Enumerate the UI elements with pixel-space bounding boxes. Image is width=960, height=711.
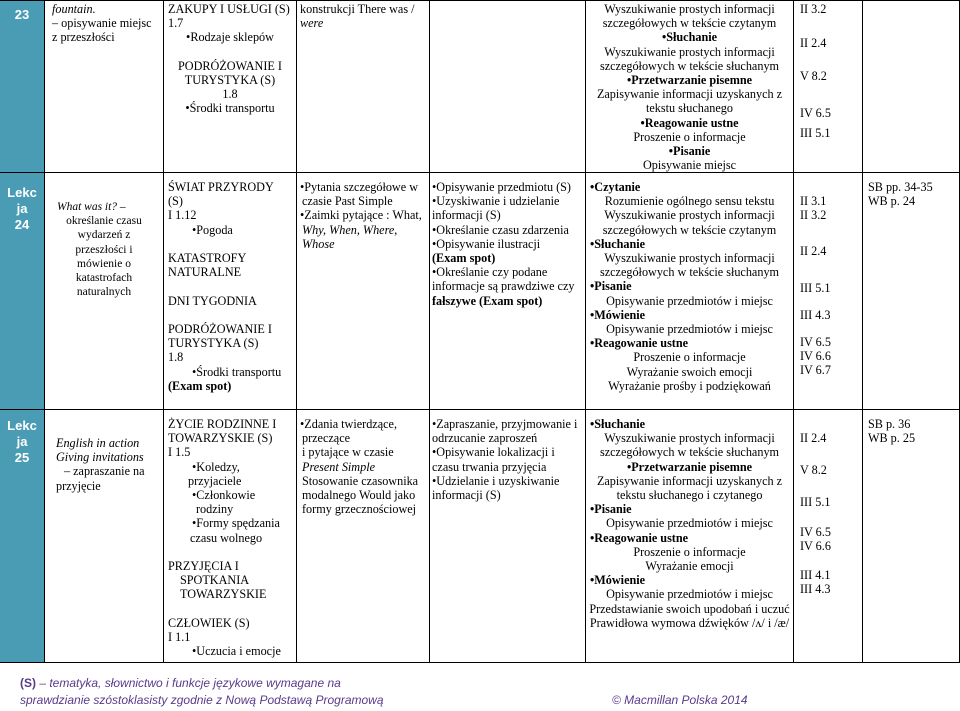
skill-line: Opisywanie przedmiotów i miejsc: [606, 293, 773, 308]
copyright-text: © Macmillan Polska 2014: [612, 693, 748, 707]
vocabulary-cell: [168, 417, 294, 658]
function-line: • Opisywanie przedmiotu (S): [432, 180, 584, 194]
curriculum-code: II 2.4: [800, 36, 827, 51]
skill-line: tekstu słuchanego: [646, 101, 733, 116]
core-curriculum-cell: [800, 2, 860, 141]
curriculum-code: III 5.1: [800, 126, 831, 141]
grammar-line: • Zaimki pytające : What,: [300, 208, 428, 222]
curriculum-code: II 2.4: [800, 244, 827, 259]
function-line: • Opisywanie lokalizacji i: [432, 445, 584, 459]
topic-line: fountain.: [52, 2, 96, 16]
vocab-line: I 1.1: [168, 630, 191, 645]
vocab-line: DNI TYGODNIA: [168, 293, 257, 308]
spacer: [800, 16, 860, 30]
vocab-line: • Członkowie: [168, 488, 294, 502]
skill-heading: • Pisanie: [586, 279, 793, 293]
vocab-line: (S): [168, 194, 183, 209]
skill-line: Prawidłowa wymowa dźwięków /ʌ/ i /æ/: [589, 615, 790, 630]
exam-spot-label: (Exam spot): [432, 251, 496, 266]
grammar-cell: [300, 417, 428, 516]
exam-spot-label: (Exam spot): [168, 378, 232, 393]
skill-line: Wyszukiwanie prostych informacji: [604, 44, 775, 59]
topic-line: katastrofach: [75, 272, 133, 285]
skill-line: tekstu słuchanego i czytanego: [616, 488, 763, 503]
core-curriculum-cell: [800, 431, 860, 596]
skill-heading: • Reagowanie ustne: [586, 336, 793, 350]
vocab-line: TURYSTYKA (S): [168, 336, 259, 351]
skill-heading: • Mówienie: [586, 573, 793, 587]
function-line: informacji (S): [432, 208, 501, 223]
vocab-line: TOWARZYSKIE (S): [168, 431, 273, 446]
skill-heading: • Reagowanie ustne: [586, 116, 793, 130]
skill-heading: • Słuchanie: [586, 237, 793, 251]
skill-line: Wyrażanie emocji: [645, 559, 734, 574]
skill-line: szczegółowych w tekście słuchanym: [599, 445, 780, 460]
curriculum-code: III 4.3: [800, 582, 831, 597]
functions-cell: [432, 180, 584, 308]
skill-heading: • Przetwarzanie pisemne: [586, 73, 793, 87]
function-line: fałszywe (Exam spot): [432, 293, 543, 308]
grammar-line: czasie Past Simple: [302, 194, 393, 209]
spacer: [800, 445, 860, 463]
materials-cell: [868, 417, 958, 445]
skill-line: Opisywanie przedmiotów i miejsc: [606, 587, 773, 602]
vocab-line: [164, 45, 296, 59]
curriculum-code: IV 6.6: [800, 349, 831, 364]
curriculum-code: V 8.2: [800, 68, 827, 83]
curriculum-code: II 3.2: [800, 208, 827, 223]
skill-line: szczegółowych w tekście słuchanym: [599, 58, 780, 73]
skill-line: Wyrażanie prośby i podziękowań: [608, 378, 771, 393]
topic-line: przeszłości i: [75, 243, 133, 256]
skill-line: Wyrażanie swoich emocji: [626, 364, 753, 379]
spacer: [168, 308, 294, 322]
vocab-line: • Formy spędzania: [168, 516, 294, 530]
curriculum-code: IV 6.5: [800, 106, 831, 121]
grammar-line: formy grzecznościowej: [302, 502, 417, 517]
vocabulary-cell: [164, 2, 296, 116]
lesson-number-cell: [0, 410, 44, 662]
function-line: odrzucanie zaproszeń: [432, 431, 538, 446]
topic-line: mówienie o: [77, 257, 131, 270]
function-line: informacji (S): [432, 488, 501, 503]
skill-heading: • Słuchanie: [586, 30, 793, 44]
skill-heading: • Przetwarzanie pisemne: [586, 460, 793, 474]
footer-note: – tematyka, słownictwo i funkcje językowe wymagane na: [36, 676, 341, 690]
lesson-number: 24: [14, 217, 30, 232]
spacer: [800, 222, 860, 244]
curriculum-code: II 2.4: [800, 431, 827, 445]
curriculum-code: III 4.1: [800, 568, 831, 583]
grammar-line: • Zdania twierdzące,: [300, 417, 428, 431]
grammar-cell: [300, 2, 428, 30]
topic-line: przyjęcie: [56, 478, 101, 493]
vocab-line: SPOTKANIA: [180, 573, 250, 588]
curriculum-code: II 3.1: [800, 194, 827, 208]
copyright: [612, 693, 748, 707]
material-ref: WB p. 24: [868, 194, 916, 209]
footer-line-1: [20, 676, 341, 690]
curriculum-code: III 5.1: [800, 495, 831, 510]
spacer: [168, 279, 294, 293]
skill-line: Wyszukiwanie prostych informacji: [604, 431, 775, 446]
spacer: [800, 322, 860, 335]
lesson-label: Lekc: [7, 418, 37, 433]
skill-heading: • Reagowanie ustne: [586, 531, 793, 545]
skill-heading: • Słuchanie: [586, 417, 793, 431]
vocab-line: CZŁOWIEK (S): [168, 615, 250, 630]
lesson-number: 23: [14, 7, 30, 22]
lesson-number-cell: [0, 173, 44, 409]
grammar-line: were: [300, 16, 324, 31]
vocab-line: TOWARZYSKIE: [180, 587, 267, 602]
curriculum-code: IV 6.5: [800, 524, 831, 539]
curriculum-code: IV 6.7: [800, 363, 831, 378]
material-ref: SB pp. 34-35: [868, 180, 933, 194]
grammar-line: modalnego Would jako: [302, 488, 416, 503]
function-line: • Opisywanie ilustracji: [432, 237, 584, 251]
grammar-cell: [300, 180, 428, 251]
spacer: [800, 83, 860, 97]
skill-line: szczegółowych w tekście czytanym: [602, 222, 777, 237]
topic-cell: [52, 2, 162, 45]
function-line: • Udzielanie i uzyskiwanie: [432, 474, 584, 488]
grammar-line: Present Simple: [302, 459, 375, 474]
function-line: • Określanie czy podane: [432, 265, 584, 279]
spacer: [800, 259, 860, 281]
vocab-line: PODRÓŻOWANIE I: [168, 322, 272, 337]
grammar-line: • Pytania szczegółowe w: [300, 180, 428, 194]
topic-line: z przeszłości: [52, 30, 115, 45]
skill-heading: • Czytanie: [586, 180, 793, 194]
skill-line: szczegółowych w tekście słuchanym: [599, 265, 780, 280]
vocab-line: czasu wolnego: [190, 530, 263, 545]
vocab-line: • Środki transportu: [164, 101, 296, 115]
vocab-line: TURYSTYKA (S): [184, 73, 276, 88]
vocab-line: • Uczucia i emocje: [168, 644, 294, 658]
curriculum-code: V 8.2: [800, 463, 827, 478]
grammar-line: Whose: [302, 236, 335, 251]
skill-line: Proszenie o informacje: [633, 544, 746, 559]
vocab-line: KATASTROFY: [168, 251, 247, 266]
spacer: [800, 295, 860, 308]
skill-line: szczegółowych w tekście czytanym: [602, 16, 777, 31]
spacer: [168, 602, 294, 616]
vocab-line: NATURALNE: [168, 265, 242, 280]
vocab-line: • Koledzy,: [168, 460, 294, 474]
topic-line: Giving invitations: [56, 450, 144, 465]
grammar-line: i pytające w czasie: [302, 445, 394, 460]
functions-cell: [432, 417, 584, 502]
vocab-line: I 1.5: [168, 445, 191, 460]
spacer: [800, 477, 860, 495]
function-line: • Określanie czasu zdarzenia: [432, 223, 584, 237]
vocab-line: • Rodzaje sklepów: [164, 30, 296, 44]
core-curriculum-cell: [800, 194, 860, 378]
skills-cell: [586, 417, 793, 630]
topic-line: naturalnych: [76, 286, 132, 299]
material-ref: SB p. 36: [868, 417, 911, 431]
spacer: [168, 545, 294, 559]
s-marker: (S): [20, 676, 36, 690]
skill-line: Wyszukiwanie prostych informacji: [604, 208, 775, 223]
curriculum-code: III 5.1: [800, 280, 831, 295]
vocabulary-cell: [168, 180, 294, 393]
vocab-line: ZAKUPY I USŁUGI (S): [168, 2, 290, 16]
skill-line: Zapisywanie informacji uzyskanych z: [596, 87, 783, 102]
function-line: czasu trwania przyjęcia: [432, 459, 547, 474]
skill-line: Wyszukiwanie prostych informacji: [604, 2, 775, 16]
vocab-line: • Pogoda: [168, 223, 294, 237]
skill-line: Opisywanie przedmiotów i miejsc: [606, 322, 773, 337]
vocab-line: przyjaciele: [188, 473, 242, 488]
topic-line: określanie czasu: [66, 215, 142, 228]
vocab-line: ŻYCIE RODZINNE I: [168, 417, 277, 431]
skill-line: Proszenie o informacje: [633, 129, 746, 144]
curriculum-code: IV 6.5: [800, 335, 831, 350]
vocab-line: 1.8: [168, 350, 184, 365]
topic-title: What was it? –: [57, 201, 126, 213]
vocab-line: 1.8: [222, 87, 238, 102]
materials-cell: [868, 180, 958, 208]
skill-line: Zapisywanie informacji uzyskanych z: [596, 473, 783, 488]
topic-line: – opisywanie miejsc: [52, 16, 152, 31]
lesson-label: Lekc: [7, 185, 37, 200]
function-line: • Zapraszanie, przyjmowanie i: [432, 417, 584, 431]
skill-line: Proszenie o informacje: [633, 350, 746, 365]
function-line: • Uzyskiwanie i udzielanie: [432, 194, 584, 208]
topic-cell: [56, 436, 162, 493]
vocab-line: rodziny: [196, 502, 234, 517]
lesson-number: 25: [14, 450, 30, 465]
material-ref: WB p. 25: [868, 431, 916, 446]
spacer: [800, 553, 860, 568]
lesson-label: ja: [16, 201, 28, 216]
skill-line: Opisywanie przedmiotów i miejsc: [606, 516, 773, 531]
skills-cell: [586, 2, 793, 172]
vocab-line: PODRÓŻOWANIE I: [178, 58, 282, 73]
skill-line: Przedstawianie swoich upodobań i uczuć: [589, 601, 790, 616]
curriculum-code: IV 6.6: [800, 538, 831, 553]
spacer: [800, 51, 860, 65]
curriculum-code: II 3.2: [800, 2, 827, 16]
curriculum-code: III 4.3: [800, 307, 831, 322]
skill-heading: • Mówienie: [586, 308, 793, 322]
grammar-line: Stosowanie czasownika: [302, 473, 419, 488]
spacer: [168, 237, 294, 251]
vocab-line: • Środki transportu: [168, 365, 294, 379]
grammar-line: konstrukcji There was /: [300, 2, 415, 16]
skill-line: Wyszukiwanie prostych informacji: [604, 251, 775, 266]
function-line: informacje są prawdziwe czy: [432, 279, 575, 294]
footer-note-2: sprawdzianie szóstoklasisty zgodnie z Nową Podstawą Programową: [20, 693, 384, 707]
footer-line-2: [20, 693, 384, 707]
topic-line: – zapraszanie na: [64, 464, 145, 479]
topic-cell: [45, 200, 163, 299]
grammar-line: Why, When, Where,: [302, 222, 398, 237]
skill-line: Rozumienie ogólnego sensu tekstu: [604, 194, 775, 209]
lesson-label: ja: [16, 434, 28, 449]
topic-title: English in action: [56, 436, 140, 450]
vocab-line: PRZYJĘCIA I: [168, 559, 239, 574]
skill-heading: • Pisanie: [586, 144, 793, 158]
vocab-line: I 1.12: [168, 208, 197, 223]
grammar-line: przeczące: [302, 431, 351, 446]
spacer: [800, 510, 860, 525]
skill-line: Opisywanie miejsc: [642, 158, 737, 173]
vocab-line: ŚWIAT PRZYRODY: [168, 180, 274, 194]
vocab-line: 1.7: [168, 16, 184, 31]
topic-line: wydarzeń z: [77, 229, 131, 242]
skills-cell: [586, 180, 793, 393]
lesson-number-cell: [0, 1, 44, 172]
skill-heading: • Pisanie: [586, 502, 793, 516]
